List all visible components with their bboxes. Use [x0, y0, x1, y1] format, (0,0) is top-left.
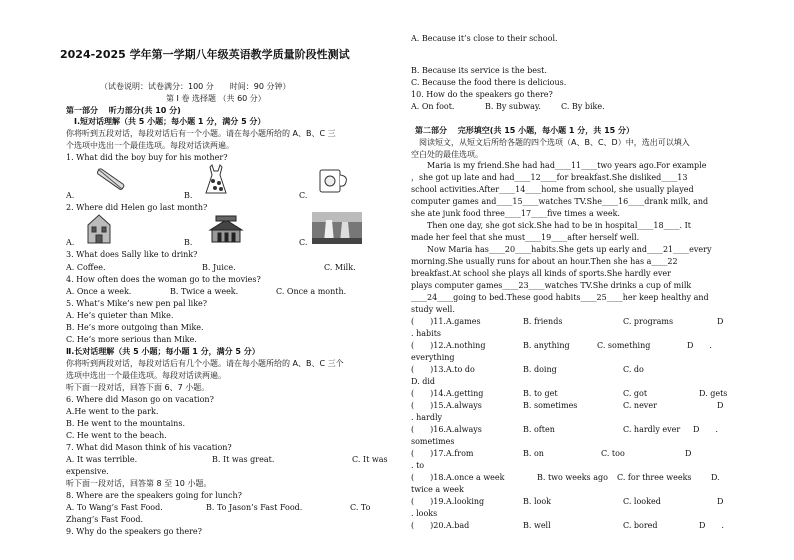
q2-option-a: A. [66, 238, 75, 247]
passage-line: she ate junk food three____17____five times a week. [411, 209, 620, 218]
option-14-a: ( )14.A.getting [411, 389, 484, 398]
option-19-c: C. looked [623, 497, 661, 506]
part2-instructions-1: 阅读短文，从短文后所给各题的四个选项（A、B、C、D）中，选出可以填入 [411, 138, 690, 147]
passage-line: study well. [411, 305, 455, 314]
option-14-d: D. gets [699, 389, 728, 398]
sec1-heading: Ⅰ.短对话理解（共 5 小题；每小题 1 分，满分 5 分） [74, 117, 266, 126]
waterfall-icon [312, 212, 362, 244]
q6-option-b: B. He went to the mountains. [66, 419, 185, 428]
option-16-d-continued: sometimes [411, 437, 455, 446]
option-17-b: B. on [523, 449, 544, 458]
question-4: 4. How often does the woman go to the movies? [66, 275, 261, 284]
passage-line: Then one day, she got sick.She had to be in hospital____18____. It [411, 221, 692, 230]
question-10: 10. How do the speakers go there? [411, 90, 553, 99]
q7-option-b: B. It was great. [212, 455, 275, 464]
option-19-d-continued: . looks [411, 509, 438, 518]
passage-line: school activities.After____14____home from school, she usually played [411, 185, 694, 194]
option-16-d: D . [693, 425, 718, 434]
option-17-d: D [685, 449, 692, 458]
q5-option-c: C. He’s more serious than Mike. [66, 335, 197, 344]
option-12-c: C. something [597, 341, 651, 350]
q9-option-a: A. Because it’s close to their school. [411, 34, 558, 43]
q4-option-a: A. Once a week. [66, 287, 132, 296]
passage-line: ____24____going to bed.These good habits____25____her keep healthy and [411, 293, 709, 302]
pen-icon [92, 165, 126, 195]
option-16-b: B. often [523, 425, 555, 434]
option-14-c: C. got [623, 389, 648, 398]
option-15-d-continued: . hardly [411, 413, 443, 422]
q9-option-b: B. Because its service is the best. [411, 66, 547, 75]
option-15-c: C. never [623, 401, 657, 410]
q1-option-b: B. [184, 191, 193, 200]
option-18-c: C. for three weeks [617, 473, 692, 482]
option-20-c: C. bored [623, 521, 658, 530]
option-20-a: ( )20.A.bad [411, 521, 470, 530]
passage-line: breakfast.At school she plays all kinds of sports.She hardly ever [411, 269, 671, 278]
sec1-instructions-2: 个选项中选出一个最佳选项。每段对话读两遍。 [66, 141, 234, 150]
q1-option-c: C. [299, 191, 308, 200]
option-11-d-continued: . habits [411, 329, 442, 338]
q3-option-b: B. Juice. [202, 263, 236, 272]
q2-option-c: C. [299, 238, 308, 247]
question-5: 5. What’s Mike’s new pen pal like? [66, 299, 208, 308]
option-18-d-continued: twice a week [411, 485, 464, 494]
option-18-a: ( )18.A.once a week [411, 473, 505, 482]
option-12-a: ( )12.A.nothing [411, 341, 486, 350]
passage-line: made her feel that she must____19____after herself well. [411, 233, 640, 242]
q4-option-b: B. Twice a week. [170, 287, 239, 296]
q9-option-c: C. Because the food there is delicious. [411, 78, 567, 87]
option-19-d: D [717, 497, 724, 506]
option-20-d: D . [699, 521, 724, 530]
option-18-d: D. [711, 473, 720, 482]
question-8: 8. Where are the speakers going for lunch? [66, 491, 242, 500]
option-16-c: C. hardly ever [623, 425, 681, 434]
q5-option-a: A. He’s quieter than Mike. [66, 311, 174, 320]
question-2: 2. Where did Helen go last month? [66, 203, 208, 212]
q7-option-c-continued: expensive. [66, 467, 109, 476]
building-icon [84, 213, 114, 245]
option-13-a: ( )13.A.to do [411, 365, 475, 374]
q3-option-c: C. Milk. [324, 263, 356, 272]
sec2-instructions-2: 选项中选出一个最佳选项。每段对话读两遍。 [66, 371, 226, 380]
q1-option-a: A. [66, 191, 75, 200]
option-11-b: B. friends [523, 317, 563, 326]
listen-instruction-2: 听下面一段对话，回答第 8 至 10 小题。 [66, 479, 212, 488]
question-7: 7. What did Mason think of his vacation? [66, 443, 232, 452]
q2-option-b: B. [184, 238, 193, 247]
part1-heading: 第一部分 听力部分(共 10 分) [66, 106, 181, 115]
passage-line: ，she got up late and had____12____for breakfast.She disliked____13 [411, 173, 688, 182]
passage-line: plays computer games____23____watches TV.She drinks a cup of milk [411, 281, 692, 290]
option-11-d: D [717, 317, 724, 326]
q8-option-b: B. To Jason’s Fast Food. [206, 503, 303, 512]
q6-option-c: C. He went to the beach. [66, 431, 167, 440]
q10-option-a: A. On foot. [411, 102, 455, 111]
sec2-instructions-1: 你将听到两段对话，每段对话后有几个小题。请在每小题所给的 A、B、C 三个 [66, 359, 344, 368]
question-6: 6. Where did Mason go on vacation? [66, 395, 214, 404]
dress-icon [204, 163, 228, 195]
q10-option-b: B. By subway. [485, 102, 541, 111]
option-14-b: B. to get [523, 389, 558, 398]
option-12-d-continued: everything [411, 353, 455, 362]
option-19-b: B. look [523, 497, 552, 506]
option-11-a: ( )11.A.games [411, 317, 481, 326]
question-1: 1. What did the boy buy for his mother? [66, 153, 228, 162]
exam-info: （试卷说明：试卷满分：100 分 时间：90 分钟） [100, 82, 291, 91]
passage-line: morning.She usually runs for about an hour.Then she has a____22 [411, 257, 678, 266]
option-16-a: ( )16.A.always [411, 425, 482, 434]
question-9: 9. Why do the speakers go there? [66, 527, 202, 536]
q10-option-c: C. By bike. [561, 102, 605, 111]
volume-heading: 第 I 卷 选择题 （共 60 分） [166, 94, 266, 103]
option-17-a: ( )17.A.from [411, 449, 474, 458]
option-19-a: ( )19.A.looking [411, 497, 485, 506]
q8-option-c-continued: Zhang’s Fast Food. [66, 515, 143, 524]
option-15-b: B. sometimes [523, 401, 578, 410]
question-3: 3. What does Sally like to drink? [66, 250, 198, 259]
passage-line: Now Maria has____20____habits.She gets up early and____21____every [411, 245, 712, 254]
q6-option-a: A.He went to the park. [66, 407, 159, 416]
option-17-c: C. too [601, 449, 625, 458]
option-15-a: ( )15.A.always [411, 401, 482, 410]
part2-heading: 第二部分 完形填空(共 15 小题，每小题 1 分，共 15 分） [415, 126, 634, 135]
palace-icon [208, 212, 244, 244]
sec2-heading: Ⅱ.长对话理解（共 5 小题；每小题 1 分，满分 5 分） [66, 347, 260, 356]
q5-option-b: B. He’s more outgoing than Mike. [66, 323, 204, 332]
q8-option-c: C. To [350, 503, 371, 512]
option-17-d-continued: . to [411, 461, 425, 470]
option-15-d: D [717, 401, 724, 410]
option-12-d: D . [687, 341, 712, 350]
q7-option-c: C. It was [352, 455, 388, 464]
q8-option-a: A. To Wang’s Fast Food. [66, 503, 163, 512]
option-11-c: C. programs [623, 317, 674, 326]
passage-line: computer games and____15____watches TV.She____16____drank milk, and [411, 197, 709, 206]
listen-instruction-1: 听下面一段对话，回答下面 6、7 小题。 [66, 383, 210, 392]
q3-option-a: A. Coffee. [66, 263, 106, 272]
part2-instructions-2: 空白处的最佳选项。 [411, 150, 483, 159]
q7-option-a: A. It was terrible. [66, 455, 138, 464]
option-12-b: B. anything [523, 341, 570, 350]
option-18-b: B. two weeks ago [537, 473, 608, 482]
option-20-b: B. well [523, 521, 551, 530]
cup-icon [316, 166, 352, 194]
exam-title: 2024-2025 学年第一学期八年级英语教学质量阶段性测试 [60, 48, 350, 61]
option-13-b: B. doing [523, 365, 557, 374]
option-13-d: D. did [411, 377, 436, 386]
passage-line: Maria is my friend.She had had____11____two years ago.For example [411, 161, 707, 170]
sec1-instructions-1: 你将听到五段对话，每段对话后有一个小题。请在每小题所给的 A、B、C 三 [66, 129, 336, 138]
q4-option-c: C. Once a month. [276, 287, 347, 296]
option-13-c: C. do [623, 365, 644, 374]
